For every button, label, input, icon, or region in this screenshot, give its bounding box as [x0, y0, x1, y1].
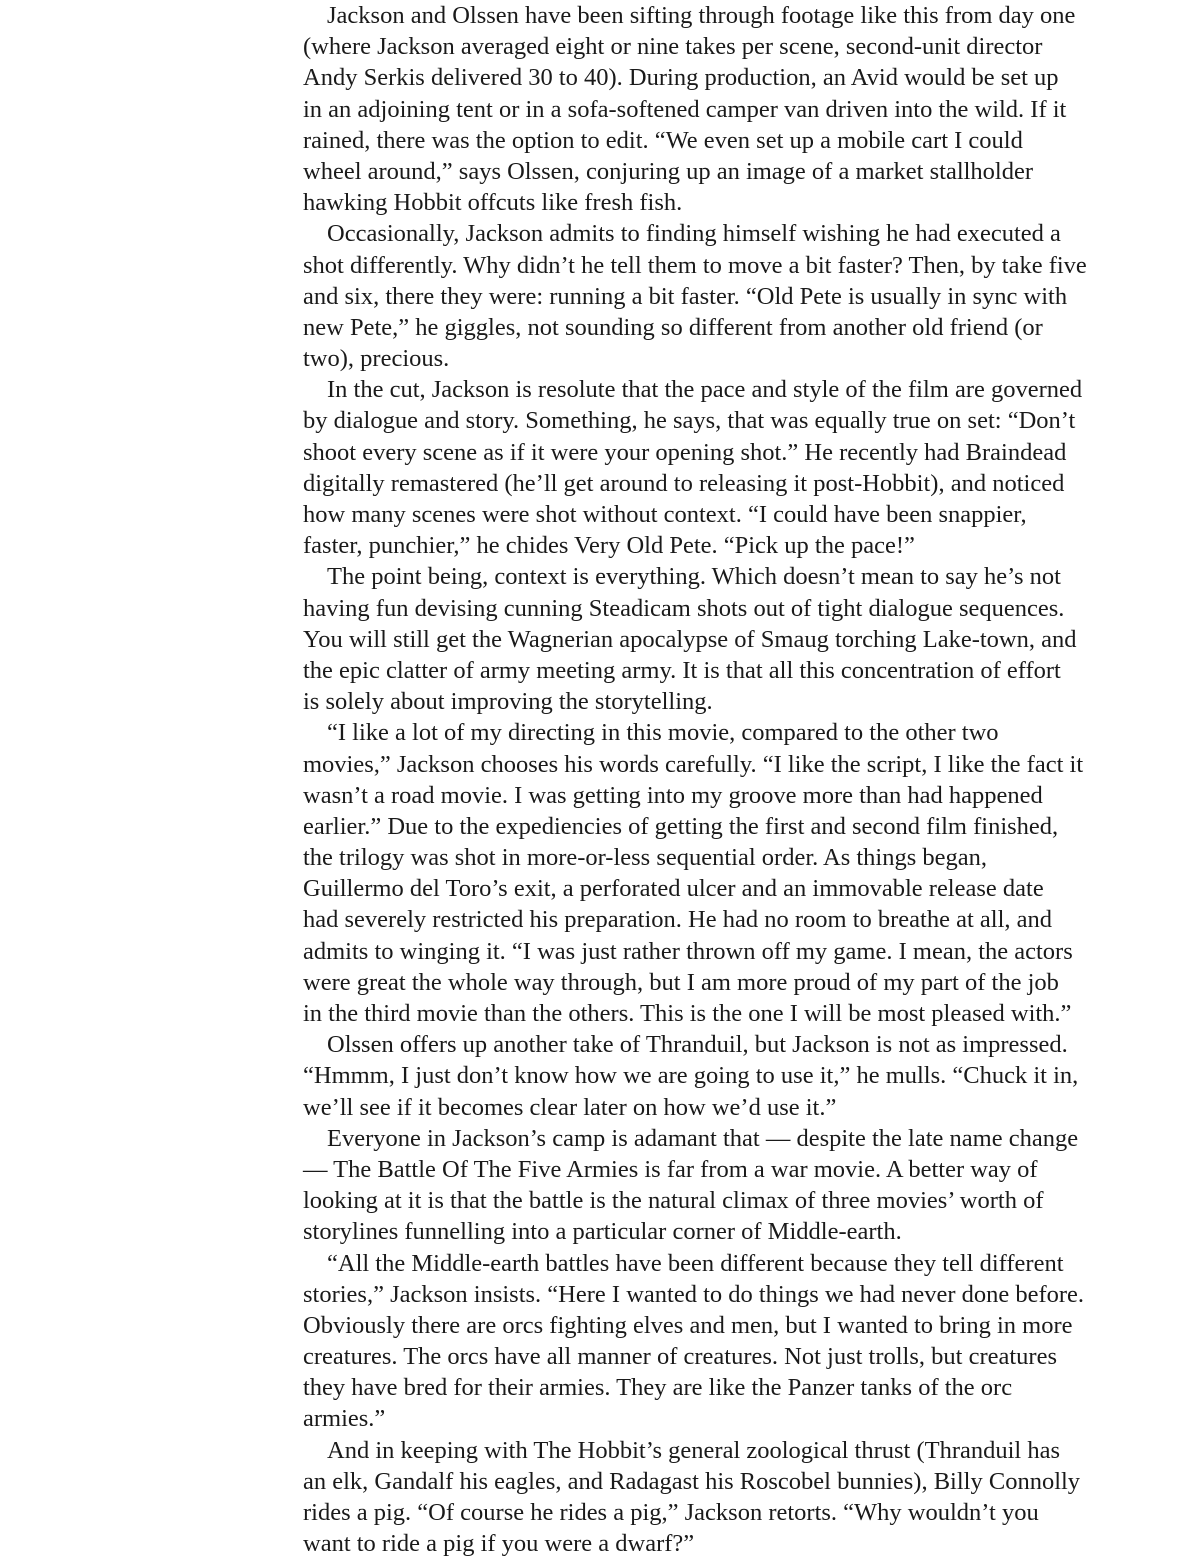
text-line: And in keeping with The Hobbit’s general zoological thrust (Thranduil has [327, 1436, 1061, 1464]
paragraph [303, 1435, 1175, 1560]
text-line: Olssen offers up another take of Thranduil, but Jackson is not as impressed. [327, 1031, 1068, 1059]
text-line: they have bred for their armies. They are like the Panzer tanks of the orc [303, 1374, 1013, 1402]
text-line: and six, there they were: running a bit faster. “Old Pete is usually in sync with [303, 282, 1068, 310]
text-line: is solely about improving the storytelling. [303, 688, 713, 716]
text-line: Andy Serkis delivered 30 to 40). During production, an Avid would be set up [303, 64, 1059, 92]
text-line: Everyone in Jackson’s camp is adamant that — despite the late name change [327, 1124, 1079, 1152]
text-line: armies.” [303, 1405, 386, 1433]
text-line: had severely restricted his preparation. He had no room to breathe at all, and [303, 906, 1053, 934]
text-line: having fun devising cunning Steadicam shots out of tight dialogue sequences. [303, 594, 1065, 622]
text-line: hawking Hobbit offcuts like fresh fish. [303, 189, 683, 217]
text-line: admits to winging it. “I was just rather thrown off my game. I mean, the actors [303, 937, 1073, 965]
text-line: — The Battle Of The Five Armies is far from a war movie. A better way of [303, 1155, 1038, 1183]
text-line: earlier.” Due to the expediencies of getting the first and second film finished, [303, 812, 1059, 840]
paragraph [303, 1123, 1175, 1248]
text-line: wasn’t a road movie. I was getting into my groove more than had happened [303, 781, 1043, 809]
paragraph [303, 1248, 1175, 1435]
text-line: how many scenes were shot without context. “I could have been snappier, [303, 501, 1027, 528]
paragraph [303, 717, 1175, 1029]
text-line: “Hmmm, I just don’t know how we are going to use it,” he mulls. “Chuck it in, [303, 1062, 1079, 1090]
text-line: two), precious. [303, 345, 450, 373]
paragraph [303, 1029, 1175, 1123]
text-line: The point being, context is everything. Which doesn’t mean to say he’s not [327, 563, 1061, 591]
text-line: Obviously there are orcs fighting elves and men, but I wanted to bring in more [303, 1311, 1073, 1339]
text-line: Jackson and Olssen have been sifting through footage like this from day one [327, 2, 1076, 29]
text-line: You will still get the Wagnerian apocalypse of Smaug torching Lake-town, and [303, 625, 1077, 653]
paragraph [303, 561, 1175, 717]
text-line: creatures. The orcs have all manner of creatures. Not just trolls, but creatures [303, 1343, 1057, 1371]
text-line: storylines funnelling into a particular corner of Middle-earth. [303, 1218, 902, 1246]
text-line: digitally remastered (he’ll get around to releasing it post-Hobbit), and noticed [303, 469, 1065, 497]
text-line: Occasionally, Jackson admits to finding himself wishing he had executed a [327, 220, 1061, 248]
text-line: in the third movie than the others. This is the one I will be most pleased with.” [303, 1000, 1072, 1027]
paragraph [303, 374, 1175, 561]
text-line: looking at it is that the battle is the natural climax of three movies’ worth of [303, 1187, 1044, 1215]
text-line: faster, punchier,” he chides Very Old Pete. “Pick up the pace!” [303, 532, 915, 560]
text-line: we’ll see if it becomes clear later on how we’d use it.” [303, 1093, 837, 1121]
text-line: (where Jackson averaged eight or nine takes per scene, second-unit director [303, 33, 1043, 61]
text-line: want to ride a pig if you were a dwarf?” [303, 1530, 695, 1558]
text-line: new Pete,” he giggles, not sounding so different from another old friend (or [303, 313, 1043, 341]
text-line: rides a pig. “Of course he rides a pig,” Jackson retorts. “Why wouldn’t you [303, 1499, 1039, 1526]
text-line: the epic clatter of army meeting army. It is that all this concentration of effort [303, 656, 1061, 684]
article-body [303, 0, 1175, 1559]
text-line: In the cut, Jackson is resolute that the pace and style of the film are governed [327, 376, 1083, 404]
text-line: Guillermo del Toro’s exit, a perforated ulcer and an immovable release date [303, 875, 1044, 903]
text-line: the trilogy was shot in more-or-less sequential order. As things began, [303, 844, 988, 872]
text-line: an elk, Gandalf his eagles, and Radagast his Roscobel bunnies), Billy Connolly [303, 1467, 1081, 1495]
text-line: “All the Middle-earth battles have been different because they tell different [327, 1249, 1064, 1277]
text-line: shot differently. Why didn’t he tell them to move a bit faster? Then, by take five [303, 251, 1087, 279]
text-line: in an adjoining tent or in a sofa-softened camper van driven into the wild. If it [303, 95, 1067, 123]
paragraph [303, 0, 1175, 218]
text-line: shoot every scene as if it were your opening shot.” He recently had Braindead [303, 438, 1067, 466]
text-line: stories,” Jackson insists. “Here I wanted to do things we had never done before. [303, 1280, 1085, 1308]
text-line: “I like a lot of my directing in this movie, compared to the other two [327, 719, 999, 747]
paragraph [303, 218, 1175, 374]
text-line: rained, there was the option to edit. “We even set up a mobile cart I could [303, 126, 1023, 154]
text-line: by dialogue and story. Something, he says, that was equally true on set: “Don’t [303, 407, 1076, 435]
text-line: wheel around,” says Olssen, conjuring up an image of a market stallholder [303, 157, 1034, 185]
text-line: were great the whole way through, but I am more proud of my part of the job [303, 968, 1059, 996]
text-line: movies,” Jackson chooses his words carefully. “I like the script, I like the fact it [303, 750, 1084, 778]
